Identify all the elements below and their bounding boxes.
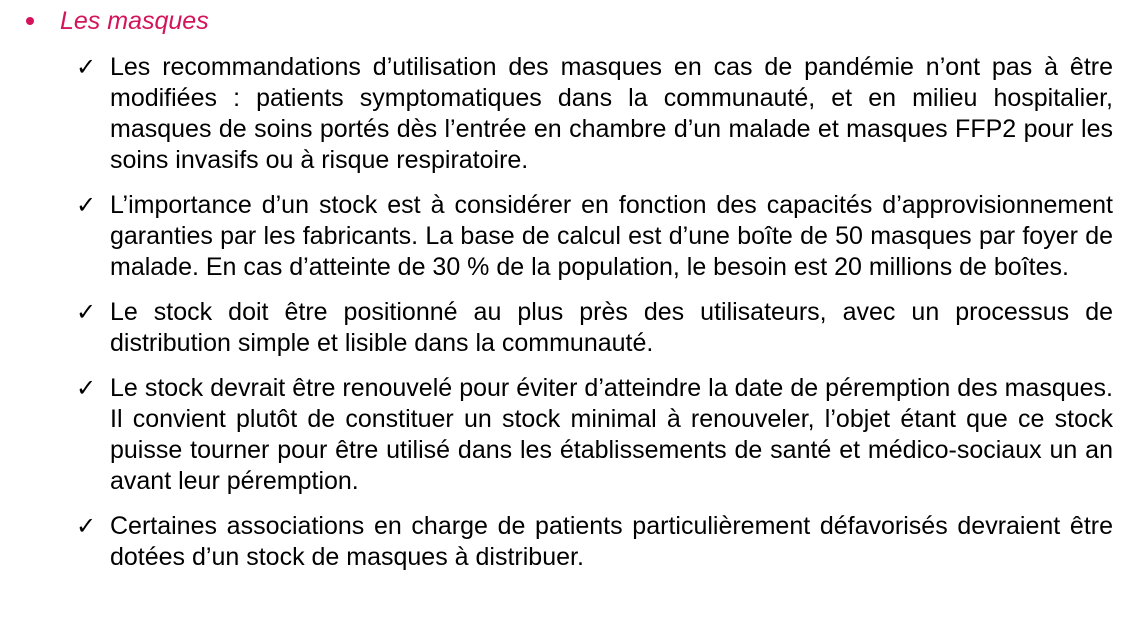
checklist xyxy=(0,52,1147,587)
round-bullet-icon xyxy=(26,17,34,25)
list-item-text: Certaines associations en charge de patients particulièrement défavorisés devraient être dotées d’un stock de masques à distribuer. xyxy=(110,512,1113,571)
list-item-text: L’importance d’un stock est à considérer en fonction des capacités d’approvisionnement garanties par les fabricants. La base de calcul est d’une boîte de 50 masques par foyer de malade. En cas d’atteinte de 30 % de la population, le besoin est 20 millions de boîtes. xyxy=(110,191,1113,281)
list-item-text: Les recommandations d’utilisation des masques en cas de pandémie n’ont pas à être modifiées : patients symptomatiques dans la communauté, et en milieu hospitalier, masques de soins portés dès l’entrée en chambre d’un malade et masques FFP2 pour les soins invasifs ou à risque respiratoire. xyxy=(110,53,1113,174)
list-item-text: Le stock devrait être renouvelé pour éviter d’atteindre la date de péremption des masques. Il convient plutôt de constituer un stock minimal à renouveler, l’objet étant que ce stock puisse tourner pour être utilisé dans les établissements de santé et médico-sociaux un an avant leur péremption. xyxy=(110,374,1113,495)
list-item xyxy=(0,297,1147,359)
section-heading xyxy=(22,4,209,38)
list-item-text: Le stock doit être positionné au plus près des utilisateurs, avec un processus de distribution simple et lisible dans la communauté. xyxy=(110,298,1113,357)
checkmark-icon: ✓ xyxy=(76,374,97,402)
checkmark-icon: ✓ xyxy=(76,53,97,81)
list-item xyxy=(0,511,1147,573)
checkmark-icon: ✓ xyxy=(76,191,97,219)
list-item xyxy=(0,190,1147,283)
checkmark-icon: ✓ xyxy=(76,512,97,540)
checkmark-icon: ✓ xyxy=(76,298,97,326)
list-item xyxy=(0,373,1147,497)
list-item xyxy=(0,52,1147,176)
section-heading-text: Les masques xyxy=(60,6,209,35)
